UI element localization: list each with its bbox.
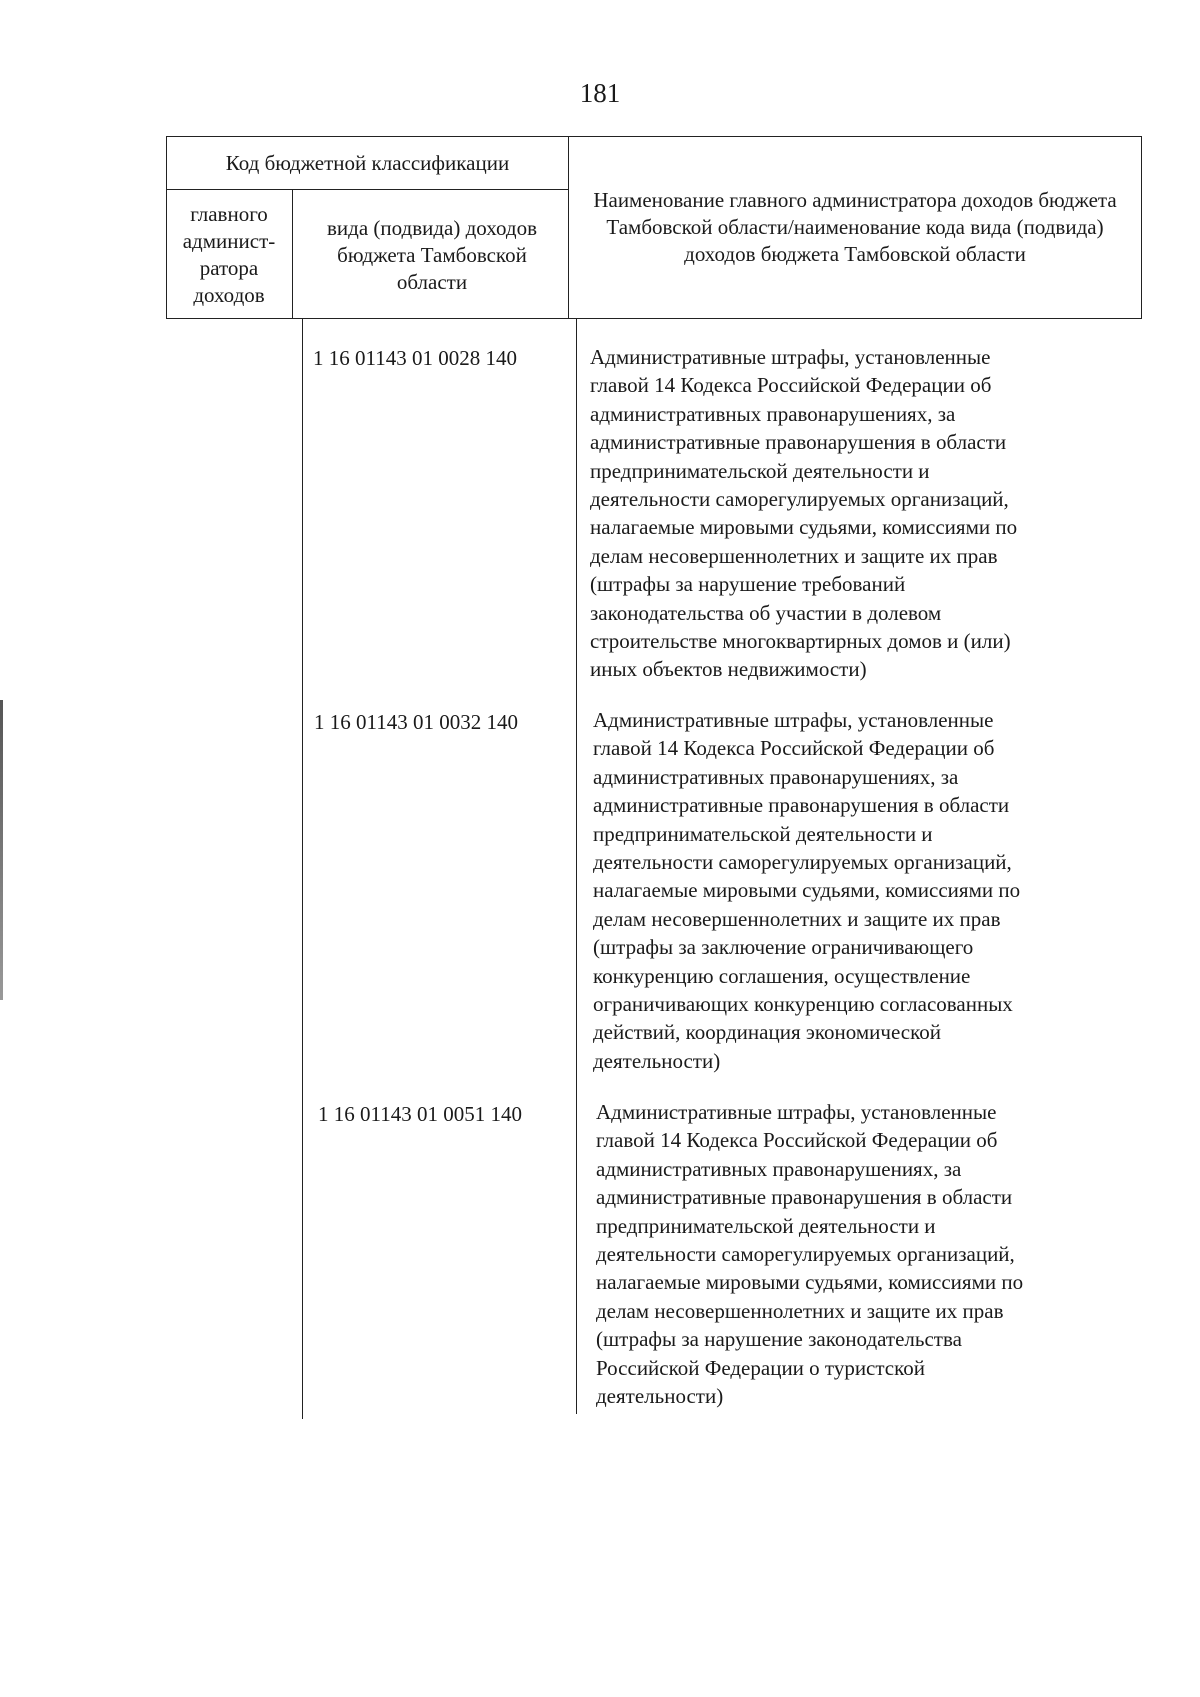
header-col-type: вида (подвида) доходов бюджета Тамбовской области <box>327 215 537 294</box>
scan-edge-artifact <box>0 700 3 1000</box>
row-code: 1 16 01143 01 0032 140 <box>314 710 518 734</box>
header-col-name: Наименование главного администратора доходов бюджета Тамбовской области/наименование кода вида (подвида) доходов бюджета Тамбовской области <box>593 187 1117 266</box>
row-name: Административные штрафы, установленные главой 14 Кодекса Российской Федерации об административных правонарушениях, за административные правонарушения в области предпринимательской деятельности и деятельности саморегулируемых организаций, налагаемые мировыми судьями, комиссиями по делам несовершеннолетних и защите их прав (штрафы за нарушение законодательства Российской Федерации о туристской деятельности) <box>596 1100 1024 1409</box>
page-number: 181 <box>579 78 621 108</box>
header-divider-right <box>568 137 569 318</box>
body-divider-right <box>576 319 577 1414</box>
header-group-title: Код бюджетной классификации <box>225 150 510 175</box>
header-subdivider <box>167 189 568 190</box>
row-code: 1 16 01143 01 0028 140 <box>313 346 517 370</box>
header-col-admin: главного админист-ратора доходов <box>182 202 276 307</box>
row-name: Административные штрафы, установленные главой 14 Кодекса Российской Федерации об административных правонарушениях, за административные правонарушения в области предпринимательской деятельности и деятельности саморегулируемых организаций, налагаемые мировыми судьями, комиссиями по делам несовершеннолетних и защите их прав (штрафы за заключение ограничивающего конкуренцию соглашения, осуществление ограничивающих конкуренцию согласованных действий, координация экономической деятельности) <box>593 708 1021 1073</box>
row-name: Административные штрафы, установленные главой 14 Кодекса Российской Федерации об административных правонарушениях, за административные правонарушения в области предпринимательской деятельности и деятельности саморегулируемых организаций, налагаемые мировыми судьями, комиссиями по делам несовершеннолетних и защите их прав (штрафы за нарушение требований законодательства об участии в долевом строительстве многоквартирных домов и (или) иных объектов недвижимости) <box>590 345 1018 682</box>
row-code: 1 16 01143 01 0051 140 <box>318 1102 522 1126</box>
table-header <box>166 136 1142 319</box>
body-divider-left <box>302 319 303 1419</box>
header-divider-left <box>292 189 293 318</box>
